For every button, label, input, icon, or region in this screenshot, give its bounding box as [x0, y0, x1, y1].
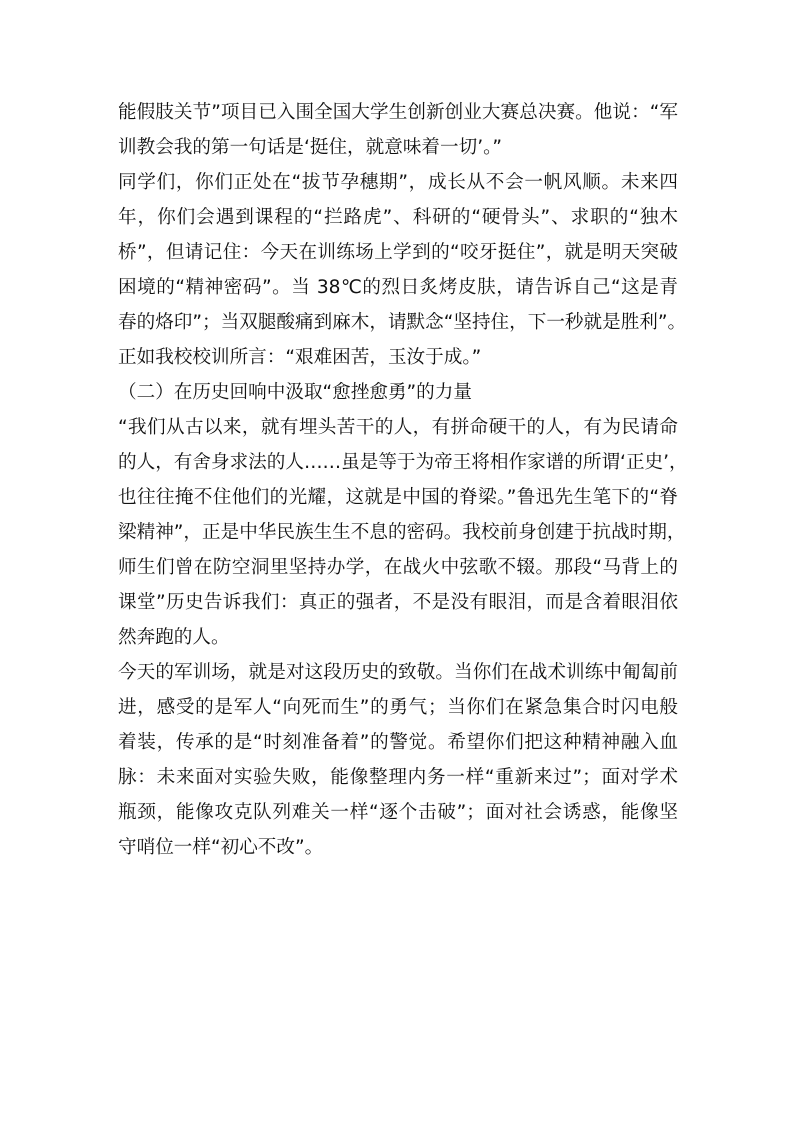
text-line: 正如我校校训所言：“艰难困苦，玉汝于成。”: [118, 347, 482, 368]
text-line: 桥”，但请记住：今天在训练场上学到的“咬牙挺住”，就是明天突破: [118, 242, 678, 263]
text-line: 脉：未来面对实验失败，能像整理内务一样“重新来过”；面对学术: [118, 767, 678, 788]
text-line: 然奔跑的人。: [118, 627, 230, 648]
text-line: 春的烙印”；当双腿酸痛到麻木，请默念“坚持住，下一秒就是胜利”。: [118, 312, 687, 333]
text-line: 也往往掩不住他们的光耀，这就是中国的脊梁。”鲁迅先生笔下的“脊: [118, 487, 678, 508]
text-line: 守哨位一样“初心不改”。: [118, 837, 324, 858]
section-heading: （二）在历史回响中汲取“愈挫愈勇”的力量: [118, 382, 472, 403]
text-line: 今天的军训场，就是对这段历史的致敬。当你们在战术训练中匍匐前: [118, 662, 678, 683]
text-line: 课堂”历史告诉我们：真正的强者，不是没有眼泪，而是含着眼泪依: [118, 592, 678, 613]
document-body: [118, 95, 688, 865]
text-line: 能假肢关节”项目已入围全国大学生创新创业大赛总决赛。他说：“军: [118, 102, 678, 123]
text-line: 师生们曾在防空洞里坚持办学，在战火中弦歌不辍。那段“马背上的: [118, 557, 678, 578]
text-line: 进，感受的是军人“向死而生”的勇气；当你们在紧急集合时闪电般: [118, 697, 678, 718]
text-line: 困境的“精神密码”。当 38℃的烈日炙烤皮肤，请告诉自己“这是青: [118, 277, 678, 298]
text-line: 年，你们会遇到课程的“拦路虎”、科研的“硬骨头”、求职的“独木: [118, 207, 678, 228]
text-line: 梁精神”，正是中华民族生生不息的密码。我校前身创建于抗战时期，: [118, 522, 686, 543]
text-line: “我们从古以来，就有埋头苦干的人，有拼命硬干的人，有为民请命: [118, 417, 678, 438]
text-line: 同学们，你们正处在“拔节孕穗期”，成长从不会一帆风顺。未来四: [118, 172, 678, 193]
text-line: 着装，传承的是“时刻准备着”的警觉。希望你们把这种精神融入血: [118, 732, 678, 753]
text-line: 训教会我的第一句话是‘挺住，就意味着一切’。”: [118, 137, 503, 158]
text-line: 的人，有舍身求法的人……虽是等于为帝王将相作家谱的所谓‘正史’，: [118, 452, 688, 473]
text-line: 瓶颈，能像攻克队列难关一样“逐个击破”；面对社会诱惑，能像坚: [118, 802, 678, 823]
